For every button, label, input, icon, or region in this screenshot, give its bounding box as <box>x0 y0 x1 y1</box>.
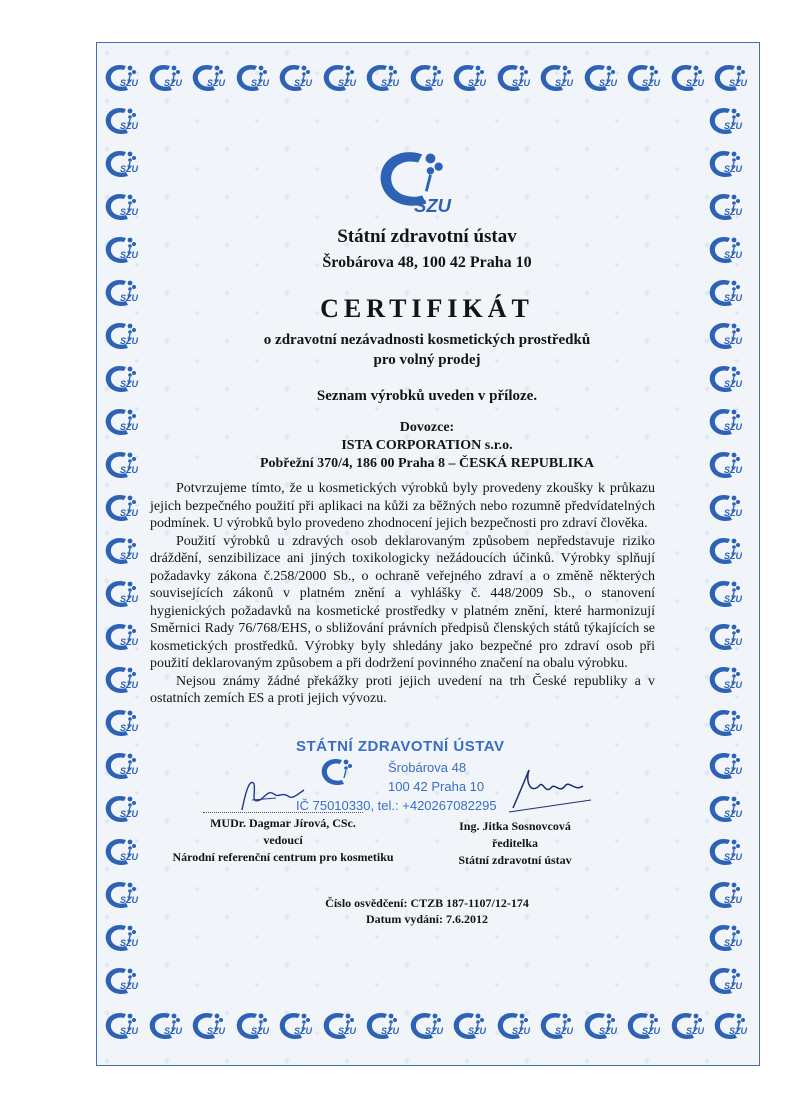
border-logo-icon <box>274 60 318 96</box>
svg-text:SZU: SZU <box>598 78 617 88</box>
svg-text:SZU: SZU <box>120 78 138 88</box>
stamp-city: 100 42 Praha 10 <box>388 779 485 794</box>
svg-text:SZU: SZU <box>724 379 742 389</box>
svg-text:SZU: SZU <box>120 637 138 647</box>
products-note: Seznam výrobků uveden v příloze. <box>316 388 538 404</box>
svg-text:SZU: SZU <box>511 78 530 88</box>
svg-text:SZU: SZU <box>724 250 742 260</box>
border-logo-icon <box>448 1008 492 1044</box>
border-logo-icon <box>187 60 231 96</box>
border-logo-icon <box>100 748 144 784</box>
border-logo-icon <box>704 748 748 784</box>
svg-text:SZU: SZU <box>724 938 742 948</box>
border-logo-icon <box>144 1008 188 1044</box>
svg-text:SZU: SZU <box>598 1026 617 1036</box>
body-paragraph-1: Potvrzujeme tímto, že u kosmetických výrobků byly provedeny zkoušky k průkazu jejich bezpečného použití při aplikaci na kůži za běžných nebo rozumně předvídatelných podmínek. U výrobků bylo provedeno zhodnocení jejich bezpečnosti pro zdraví člověka. <box>150 481 655 531</box>
border-logo-icon <box>100 662 144 698</box>
border-logo-icon <box>405 60 449 96</box>
signatory-right-role: ředitelka <box>492 836 538 850</box>
border-logo-icon <box>187 1008 231 1044</box>
border-logo-icon <box>704 533 748 569</box>
svg-text:SZU: SZU <box>120 465 138 475</box>
svg-text:SZU: SZU <box>250 78 269 88</box>
svg-text:SZU: SZU <box>642 1026 660 1036</box>
svg-text:SZU: SZU <box>120 809 138 819</box>
stamp-title: STÁTNÍ ZDRAVOTNÍ ÚSTAV <box>296 738 505 755</box>
svg-text:SZU: SZU <box>424 1026 443 1036</box>
svg-text:SZU: SZU <box>729 78 747 88</box>
svg-text:SZU: SZU <box>207 78 225 88</box>
border-logo-icon <box>318 60 362 96</box>
svg-text:SZU: SZU <box>724 852 742 862</box>
svg-text:SZU: SZU <box>120 981 138 991</box>
svg-text:SZU: SZU <box>724 422 742 432</box>
border-logo-icon <box>361 60 405 96</box>
svg-text:SZU: SZU <box>207 1026 225 1036</box>
svg-text:SZU: SZU <box>724 981 742 991</box>
border-logo-icon <box>704 146 748 182</box>
svg-text:SZU: SZU <box>724 766 742 776</box>
signatory-left-name: MUDr. Dagmar Jírová, CSc. <box>210 816 356 830</box>
svg-text:SZU: SZU <box>337 78 356 88</box>
border-logo-icon <box>405 1008 449 1044</box>
border-logo-icon <box>535 60 579 96</box>
svg-text:SZU: SZU <box>120 895 138 905</box>
border-logo-icon <box>535 1008 579 1044</box>
svg-text:SZU: SZU <box>729 1026 747 1036</box>
border-logo-icon <box>231 1008 275 1044</box>
svg-text:SZU: SZU <box>120 594 138 604</box>
svg-text:SZU: SZU <box>724 121 742 131</box>
svg-text:SZU: SZU <box>120 207 138 217</box>
svg-text:SZU: SZU <box>250 1026 269 1036</box>
svg-text:SZU: SZU <box>724 637 742 647</box>
border-logo-icon <box>100 103 144 139</box>
border-logo-icon <box>666 1008 710 1044</box>
border-logo-icon <box>622 60 666 96</box>
svg-text:SZU: SZU <box>120 336 138 346</box>
border-logo-icon <box>274 1008 318 1044</box>
svg-text:SZU: SZU <box>642 78 660 88</box>
border-logo-icon <box>704 619 748 655</box>
svg-text:SZU: SZU <box>555 78 573 88</box>
szu-logo-text: SZU <box>414 194 451 216</box>
svg-text:SZU: SZU <box>120 551 138 561</box>
border-logo-icon <box>100 1008 144 1044</box>
border-logo-icon <box>704 103 748 139</box>
importer-label: Dovozce: <box>399 420 455 435</box>
signatory-right-name: Ing. Jitka Sosnovcová <box>459 819 571 833</box>
border-logo-icon <box>492 60 536 96</box>
border-logo-icon <box>622 1008 666 1044</box>
border-logo-icon <box>318 1008 362 1044</box>
border-logo-icon <box>704 576 748 612</box>
border-logo-icon <box>100 189 144 225</box>
border-logo-icon <box>361 1008 405 1044</box>
svg-text:SZU: SZU <box>724 680 742 690</box>
body-paragraph-2: Použití výrobků u zdravých osob deklarovaným způsobem nepředstavuje riziko dráždění, senzibilizace ani jiných toxikologicky nežádoucích účinků. Výrobky splňují požadavky zákona č.258/2000 Sb., o ochraně veřejného zdraví a o změně některých souvisejících zákonů v platném znění a vyhlášky č. 448/2009 Sb., o stanovení hygienických požadavků na kosmetické prostředky v platném znění, které harmonizují Směrnici Rady 76/768/EHS, o sbližování právních předpisů členských států týkajících se kosmetických prostředků. Výrobky byly shledány jako bezpečné pro zdraví osob při použití deklarovaným způsobem a při dodržení povinného značení na obalu výrobku. <box>150 533 655 671</box>
border-logo-icon <box>100 963 144 999</box>
certificate-subtitle-2: pro volný prodej <box>373 352 481 368</box>
svg-text:SZU: SZU <box>724 594 742 604</box>
svg-text:SZU: SZU <box>724 336 742 346</box>
svg-text:SZU: SZU <box>424 78 443 88</box>
svg-text:SZU: SZU <box>337 1026 356 1036</box>
svg-text:SZU: SZU <box>163 1026 182 1036</box>
svg-text:SZU: SZU <box>685 78 704 88</box>
svg-text:SZU: SZU <box>724 809 742 819</box>
svg-text:SZU: SZU <box>120 508 138 518</box>
svg-text:SZU: SZU <box>120 766 138 776</box>
svg-text:SZU: SZU <box>511 1026 530 1036</box>
svg-text:SZU: SZU <box>468 1026 486 1036</box>
border-logo-icon <box>144 60 188 96</box>
svg-text:SZU: SZU <box>120 1026 138 1036</box>
svg-text:SZU: SZU <box>120 723 138 733</box>
stamp-ids: IČ 75010330, tel.: +420267082295 <box>296 798 497 813</box>
border-logo-icon <box>704 662 748 698</box>
svg-text:SZU: SZU <box>724 508 742 518</box>
border-logo-icon <box>709 60 753 96</box>
svg-text:SZU: SZU <box>724 164 742 174</box>
svg-text:SZU: SZU <box>381 1026 399 1036</box>
szu-logo-large <box>368 142 460 216</box>
svg-text:SZU: SZU <box>163 78 182 88</box>
svg-text:SZU: SZU <box>724 465 742 475</box>
certificate-number: Číslo osvědčení: CTZB 187-1107/12-174 <box>325 896 529 910</box>
border-logo-icon <box>100 791 144 827</box>
border-logo-icon <box>579 1008 623 1044</box>
svg-text:SZU: SZU <box>120 121 138 131</box>
svg-text:SZU: SZU <box>120 422 138 432</box>
importer-address: Pobřežní 370/4, 186 00 Praha 8 – ČESKÁ REPUBLIKA <box>259 456 595 471</box>
border-logo-icon <box>709 1008 753 1044</box>
stamp-logo-icon <box>316 752 360 792</box>
svg-text:SZU: SZU <box>120 852 138 862</box>
signatory-left-dept: Národní referenční centrum pro kosmetiku <box>172 850 394 864</box>
svg-text:SZU: SZU <box>294 78 312 88</box>
border-logo-icon <box>704 834 748 870</box>
certificate-body <box>150 480 655 708</box>
border-logo-icon <box>704 963 748 999</box>
border-logo-icon <box>704 791 748 827</box>
svg-text:SZU: SZU <box>685 1026 704 1036</box>
border-logo-icon <box>100 146 144 182</box>
svg-text:SZU: SZU <box>294 1026 312 1036</box>
svg-text:SZU: SZU <box>120 680 138 690</box>
border-logo-icon <box>100 834 144 870</box>
issue-date: Datum vydání: 7.6.2012 <box>365 912 488 926</box>
svg-text:SZU: SZU <box>120 164 138 174</box>
border-logo-icon <box>100 576 144 612</box>
border-logo-icon <box>704 490 748 526</box>
border-logo-icon <box>100 533 144 569</box>
svg-text:SZU: SZU <box>120 250 138 260</box>
border-logo-icon <box>231 60 275 96</box>
border-logo-icon <box>448 60 492 96</box>
certificate-title: CERTIFIKÁT <box>320 294 534 323</box>
border-logo-icon <box>579 60 623 96</box>
border-logo-icon <box>492 1008 536 1044</box>
signature-right <box>505 764 595 818</box>
importer-name: ISTA CORPORATION s.r.o. <box>341 438 513 453</box>
body-paragraph-3: Nejsou známy žádné překážky proti jejich uvedení na trh České republiky a v ostatních zemích ES a proti jejich vývozu. <box>150 673 655 706</box>
svg-text:SZU: SZU <box>120 379 138 389</box>
border-logo-icon <box>666 60 710 96</box>
svg-text:SZU: SZU <box>724 293 742 303</box>
svg-text:SZU: SZU <box>724 895 742 905</box>
svg-text:SZU: SZU <box>120 293 138 303</box>
svg-text:SZU: SZU <box>120 938 138 948</box>
border-logo-icon <box>100 490 144 526</box>
svg-text:SZU: SZU <box>555 1026 573 1036</box>
svg-text:SZU: SZU <box>381 78 399 88</box>
svg-text:SZU: SZU <box>724 207 742 217</box>
border-logo-icon <box>100 705 144 741</box>
svg-text:SZU: SZU <box>724 551 742 561</box>
signatory-right-org: Státní zdravotní ústav <box>458 853 572 867</box>
border-logo-icon <box>704 705 748 741</box>
certificate-subtitle-1: o zdravotní nezávadnosti kosmetických prostředků <box>263 332 591 348</box>
signatory-left-role: vedoucí <box>263 833 303 847</box>
institution-address: Šrobárova 48, 100 42 Praha 10 <box>322 254 532 271</box>
svg-text:SZU: SZU <box>724 723 742 733</box>
border-logo-icon <box>704 189 748 225</box>
border-logo-icon <box>100 60 144 96</box>
svg-text:SZU: SZU <box>468 78 486 88</box>
institution-name: Státní zdravotní ústav <box>337 226 517 247</box>
signatory-right <box>440 818 590 869</box>
stamp-street: Šrobárova 48 <box>388 760 467 775</box>
signatory-left <box>168 812 398 866</box>
border-logo-icon <box>100 619 144 655</box>
